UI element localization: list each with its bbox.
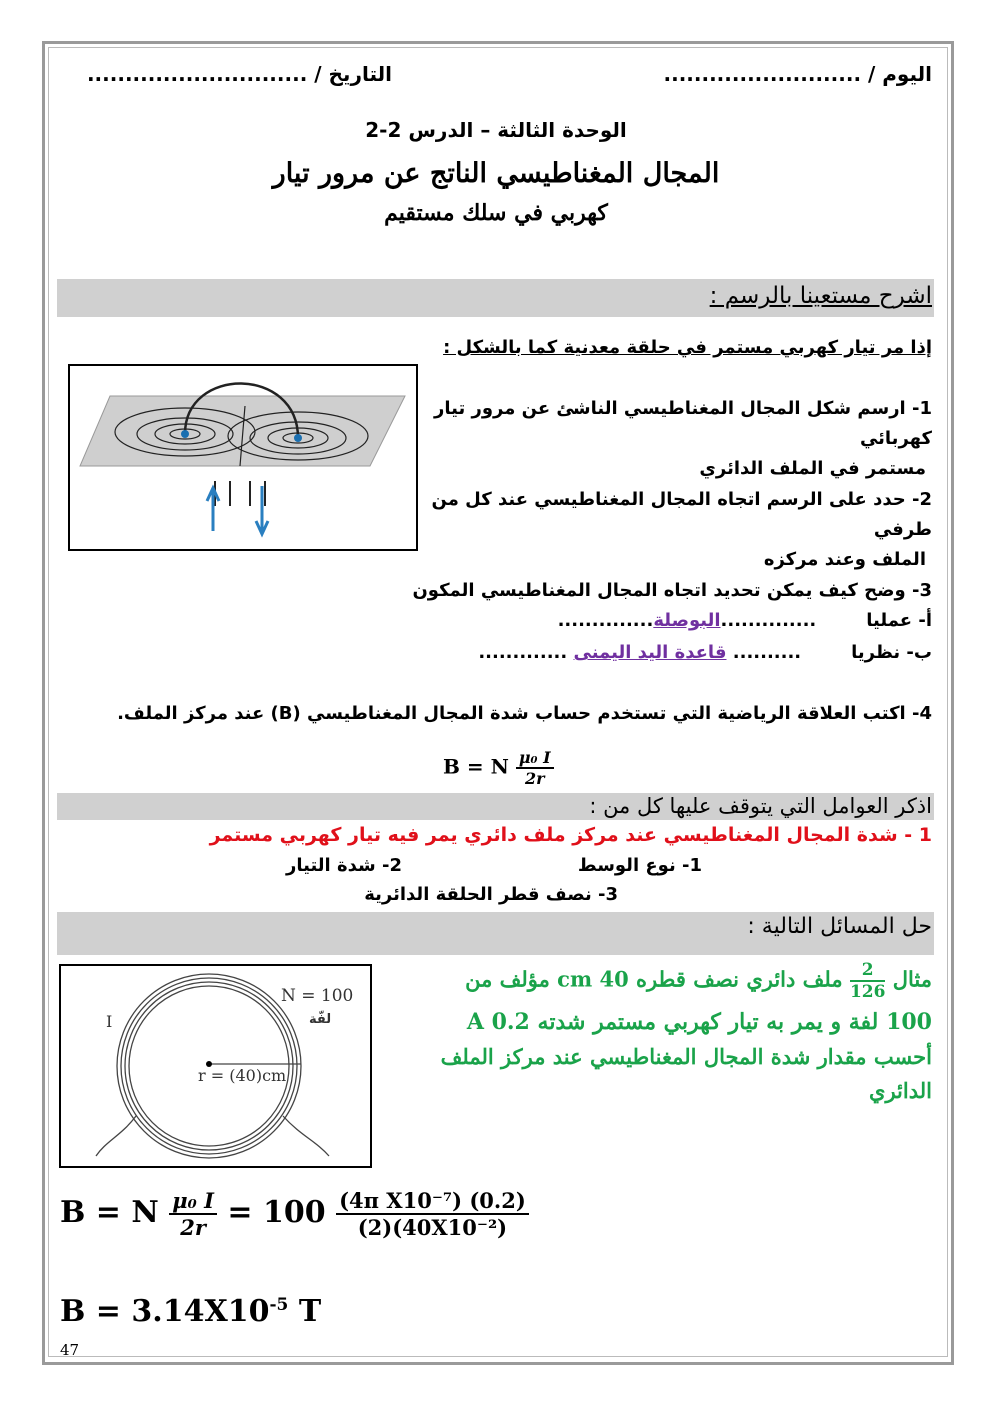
date-field: التاريخ / ............................. [86, 62, 392, 86]
question-2-cont: طرفي [873, 519, 932, 540]
example-line-1 [465, 960, 932, 1002]
example-line-2: 100 لفة و يمر به تيار كهربي مستمر شدته 0.2 A [466, 1009, 932, 1035]
solution-numerator: μ₀ I [169, 1188, 217, 1215]
example-number-den: 126 [849, 982, 886, 1002]
question-3: 3- وضح كيف يمكن تحديد اتجاه المجال المغناطيسي المكون [412, 580, 932, 601]
question-2-cont2: الملف وعند مركزه [763, 549, 926, 570]
example-line-4: الدائري [869, 1078, 932, 1103]
formula [443, 748, 554, 788]
figure-current-label: I [106, 1012, 113, 1031]
intro-text: إذا مر تيار كهربي مستمر في حلقة معدنية كما بالشكل : [443, 337, 932, 358]
example-label: مثال [892, 966, 932, 992]
result-value: B = 3.14X10 [60, 1294, 270, 1329]
figure-radius-label: r = (40)cm [198, 1066, 287, 1085]
answer-a-label: أ- عمليا [866, 610, 932, 631]
magnetic-field-figure [68, 364, 418, 551]
answer-a-value: البوصلة [653, 610, 721, 631]
answer-b [478, 642, 932, 663]
example-text-1: ملف دائري نصف قطره 40 cm مؤلف من [465, 966, 843, 992]
dots: .............. [557, 610, 654, 631]
solution-equation [60, 1188, 529, 1240]
section-heading-problems: حل المسائل التالية : [747, 914, 932, 939]
result-exponent: -5 [269, 1295, 289, 1315]
answer-b-label: ب- نظريا [851, 642, 932, 663]
factor-3: 3- نصف قطر الحلقة الدائرية [364, 884, 618, 905]
solution-numerator-2: (4π X10⁻⁷) (0.2) [336, 1188, 529, 1215]
question-1: 1- ارسم شكل المجال المغناطيسي الناشئ عن مرور تيار [433, 398, 932, 419]
question-4: 4- اكتب العلاقة الرياضية التي تستخدم حساب شدة المجال المغناطيسي (B) عند مركز الملف. [117, 703, 932, 724]
figure-turns-word: لفّة [309, 1012, 332, 1027]
unit-lesson: الوحدة الثالثة – الدرس 2-2 [365, 118, 627, 142]
page-number: 47 [60, 1341, 80, 1359]
dots: .............. [720, 610, 817, 631]
page-subtitle: كهربي في سلك مستقيم [384, 200, 608, 226]
solution-mid: = 100 [227, 1195, 326, 1230]
example-line-3: أحسب مقدار شدة المجال المغناطيسي عند مركز الملف [440, 1044, 932, 1069]
solution-lhs: B = N [60, 1195, 159, 1230]
example-number-num: 2 [850, 960, 886, 982]
question-1-cont: كهربائي [859, 428, 932, 449]
formula-denominator: 2r [524, 769, 545, 788]
figure-turns-label: N = 100 [281, 986, 354, 1006]
question-2: 2- حدد على الرسم اتجاه المجال المغناطيسي عند كل من [431, 489, 932, 510]
dots: ............. [478, 642, 568, 663]
answer-b-value: قاعدة اليد اليمنى [573, 642, 727, 663]
answer-a [558, 610, 932, 631]
page-title: المجال المغناطيسي الناتج عن مرور تيار [272, 158, 720, 189]
solution-result [60, 1294, 321, 1329]
day-field: اليوم / .......................... [663, 62, 932, 86]
solution-denominator: 2r [180, 1215, 206, 1240]
section-heading-factors: اذكر العوامل التي يتوقف عليها كل من : [589, 794, 932, 818]
question-1-cont2: مستمر في الملف الدائري [699, 458, 926, 479]
result-unit: T [288, 1294, 322, 1329]
formula-numerator: μ₀ I [516, 748, 554, 769]
factor-2: 2- شدة التيار [285, 855, 402, 876]
coil-figure [59, 964, 372, 1168]
formula-lhs: B = N [443, 754, 509, 779]
solution-denominator-2: (2)(40X10⁻²) [357, 1215, 508, 1240]
factor-1: 1- نوع الوسط [577, 855, 702, 876]
dots: .......... [732, 642, 802, 663]
section-heading-explain: اشرح مستعينا بالرسم : [709, 283, 932, 309]
factors-item: 1 - شدة المجال المغناطيسي عند مركز ملف دائري يمر فيه تيار كهربي مستمر [209, 824, 932, 846]
